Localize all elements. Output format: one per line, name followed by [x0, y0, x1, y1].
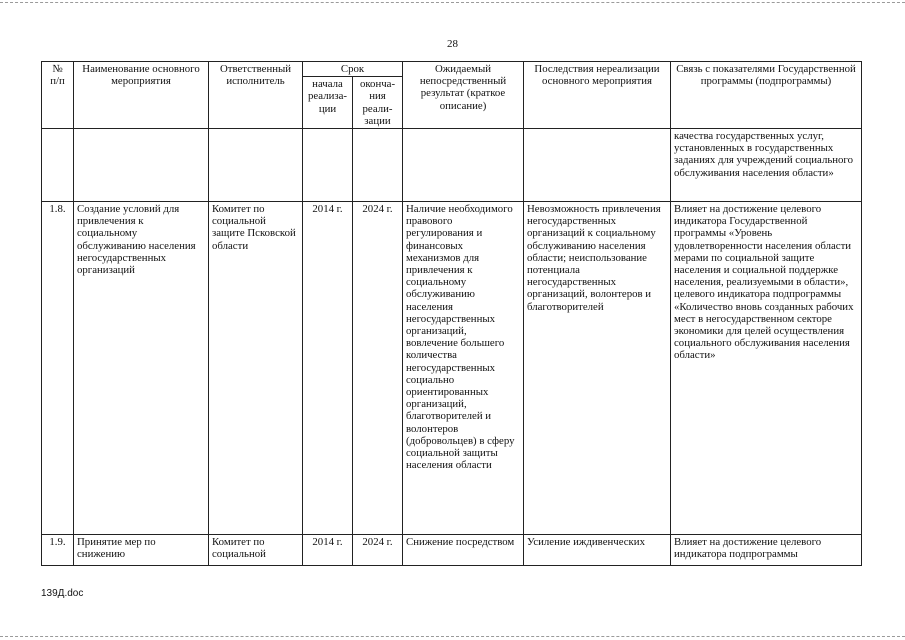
cell-end: 2024 г. [353, 202, 403, 535]
header-consequences: Последствия нереализации основного мероприятия [524, 62, 671, 129]
header-expected: Ожидаемый непосредственный результат (краткое описание) [403, 62, 524, 129]
cell-num: 1.8. [42, 202, 74, 535]
cell-name: Создание условий для привлечения к социальному обслуживанию населения негосударственных организаций [74, 202, 209, 535]
table-row [42, 535, 862, 566]
cell-responsible: Комитет по социальной [209, 535, 303, 566]
cell-name [74, 129, 209, 202]
table-row [42, 202, 862, 535]
cell-link: Влияет на достижение целевого индикатора Государственной программы «Уровень удовлетворенности населения области мерами по социальной защите населения и социальной поддержке населения, реализуемыми в области», целевого индикатора подпрограммы «Количество вновь созданных рабочих мест в негосударственном секторе экономики для целей осуществления социального обслуживания населения области» [671, 202, 862, 535]
header-term-end: оконча-ния реали-зации [353, 77, 403, 129]
header-name: Наименование основного мероприятия [74, 62, 209, 129]
cell-name: Принятие мер по снижению [74, 535, 209, 566]
cell-link: качества государственных услуг, установленных в государственных заданиях для учреждений социального обслуживания населения области» [671, 129, 862, 202]
table-row [42, 129, 862, 202]
scan-edge-top [0, 2, 905, 3]
cell-consequences [524, 129, 671, 202]
document-filename: 139Д.doc [41, 588, 84, 599]
header-link: Связь с показателями Государственной программы (подпрограммы) [671, 62, 862, 129]
cell-responsible [209, 129, 303, 202]
cell-start [303, 129, 353, 202]
cell-link: Влияет на достижение целевого индикатора подпрограммы [671, 535, 862, 566]
header-responsible: Ответственный исполнитель [209, 62, 303, 129]
header-num: № п/п [42, 62, 74, 129]
cell-num: 1.9. [42, 535, 74, 566]
cell-consequences: Невозможность привлечения негосударственных организаций к социальному обслуживанию населения области; неиспользование потенциала негосударственных организаций, волонтеров и благотворителей [524, 202, 671, 535]
cell-num [42, 129, 74, 202]
header-term-start: начала реализа-ции [303, 77, 353, 129]
cell-consequences: Усиление иждивенческих [524, 535, 671, 566]
cell-start: 2014 г. [303, 202, 353, 535]
cell-start: 2014 г. [303, 535, 353, 566]
cell-end [353, 129, 403, 202]
header-term: Срок [303, 62, 403, 77]
page-number: 28 [447, 38, 458, 50]
cell-expected: Снижение посредством [403, 535, 524, 566]
cell-expected: Наличие необходимого правового регулирования и финансовых механизмов для привлечения к социальному обслуживанию населения негосударственных организаций, вовлечение большего количества негосударственных социально ориентированных организаций, благотворителей и волонтеров (добровольцев) в сферу социальной защиты населения области [403, 202, 524, 535]
table-header-row [42, 62, 862, 77]
cell-expected [403, 129, 524, 202]
scan-edge-bottom [0, 636, 905, 637]
activities-table [41, 61, 862, 566]
cell-end: 2024 г. [353, 535, 403, 566]
cell-responsible: Комитет по социальной защите Псковской области [209, 202, 303, 535]
